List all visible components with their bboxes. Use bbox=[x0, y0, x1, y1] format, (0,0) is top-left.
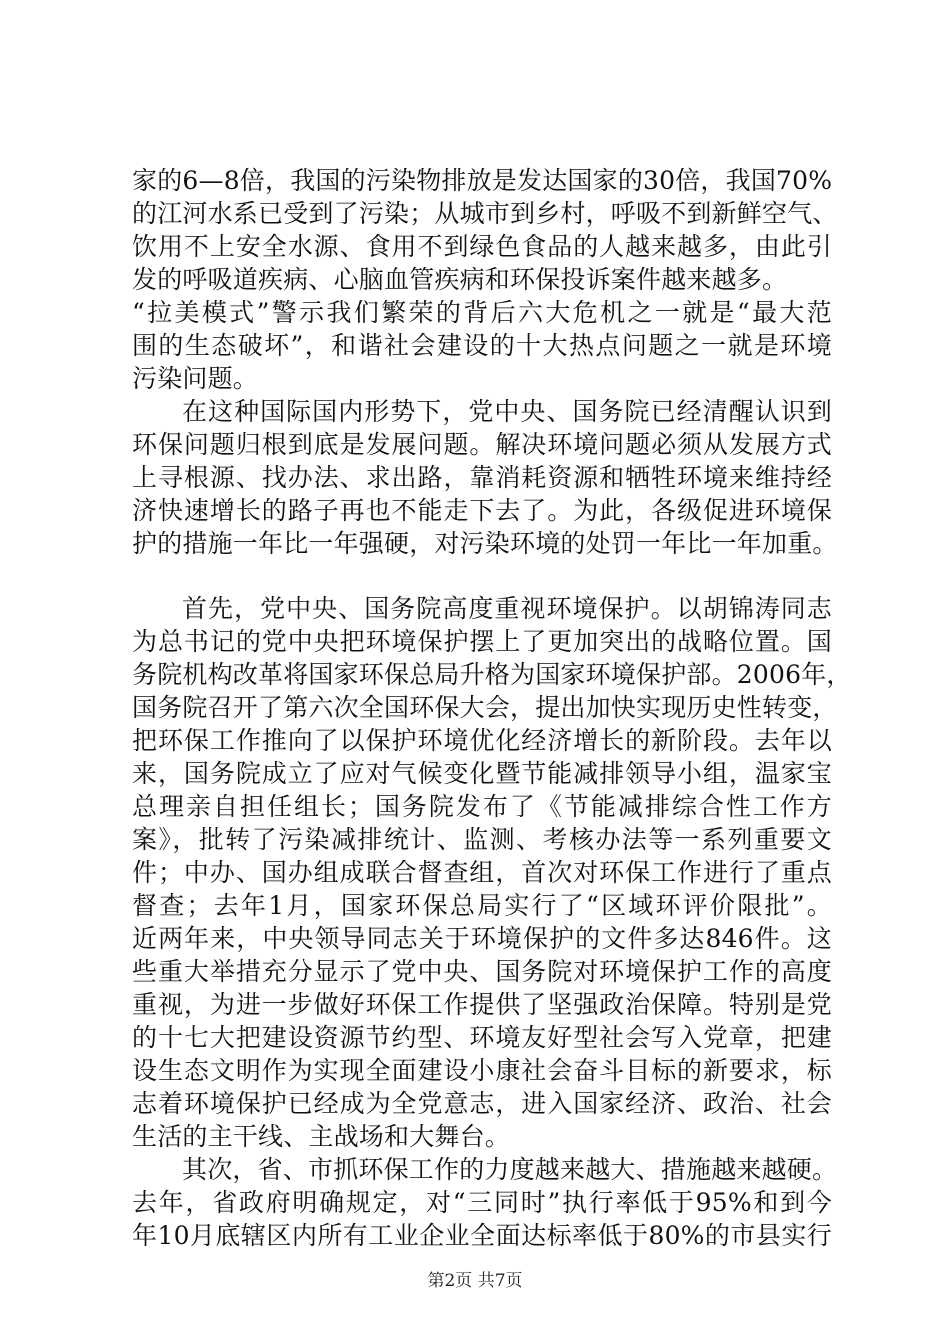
text-line: 首先，党中央、国务院高度重视环境保护。以胡锦涛同志 bbox=[182, 594, 832, 623]
text-line: 志着环境保护已经成为全党意志，进入国家经济、政治、社会 bbox=[132, 1089, 832, 1118]
text-line: 督查；去年1月，国家环保总局实行了“区域环评价限批”。 bbox=[132, 891, 832, 920]
text-line: 的十七大把建设资源节约型、环境友好型社会写入党章，把建 bbox=[132, 1023, 832, 1052]
document-body bbox=[132, 164, 852, 1252]
text-line: 污染问题。 bbox=[132, 364, 259, 393]
paragraph-1 bbox=[132, 164, 838, 395]
text-line: 重视，为进一步做好环保工作提供了坚强政治保障。特别是党 bbox=[132, 990, 832, 1019]
text-line: 在这种国际国内形势下，党中央、国务院已经清醒认识到 bbox=[182, 397, 832, 426]
text-line: 年10月底辖区内所有工业企业全面达标率低于80%的市县实行 bbox=[132, 1221, 832, 1250]
text-line: 件；中办、国办组成联合督查组，首次对环保工作进行了重点 bbox=[132, 858, 832, 887]
page-footer bbox=[0, 1270, 950, 1292]
text-line: 饮用不上安全水源、食用不到绿色食品的人越来越多，由此引 bbox=[132, 232, 832, 261]
text-line: 总理亲自担任组长；国务院发布了《节能减排综合性工作方 bbox=[132, 792, 832, 821]
text-line: 发的呼吸道疾病、心脑血管疾病和环保投诉案件越来越多。 bbox=[132, 265, 788, 294]
text-line: 围的生态破坏”，和谐社会建设的十大热点问题之一就是环境 bbox=[132, 331, 832, 360]
text-line: 济快速增长的路子再也不能走下去了。为此，各级促进环境保 bbox=[132, 496, 832, 525]
text-line: 近两年来，中央领导同志关于环境保护的文件多达846件。这 bbox=[132, 924, 832, 953]
paragraph-3 bbox=[132, 592, 852, 1153]
text-line: 其次，省、市抓环保工作的力度越来越大、措施越来越硬。 bbox=[182, 1155, 838, 1184]
text-line: 设生态文明作为实现全面建设小康社会奋斗目标的新要求，标 bbox=[132, 1056, 832, 1085]
paragraph-4 bbox=[132, 1153, 838, 1252]
text-line: 国务院召开了第六次全国环保大会，提出加快实现历史性转变， bbox=[132, 693, 838, 722]
text-line: 去年，省政府明确规定，对“三同时”执行率低于95%和到今 bbox=[132, 1188, 832, 1217]
paragraph-spacer bbox=[132, 560, 832, 592]
text-line: 务院机构改革将国家环保总局升格为国家环境保护部。2006年， bbox=[132, 660, 852, 689]
text-line: 上寻根源、找办法、求出路，靠消耗资源和牺牲环境来维持经 bbox=[132, 463, 832, 492]
text-line: 案》，批转了污染减排统计、监测、考核办法等一系列重要文 bbox=[132, 825, 832, 854]
page-number: 第2页 共7页 bbox=[427, 1271, 523, 1291]
text-line: 家的6—8倍，我国的污染物排放是发达国家的30倍，我国70% bbox=[132, 166, 833, 195]
paragraph-2 bbox=[132, 395, 838, 560]
text-line: “拉美模式”警示我们繁荣的背后六大危机之一就是“最大范 bbox=[132, 298, 832, 327]
text-line: 来，国务院成立了应对气候变化暨节能减排领导小组，温家宝 bbox=[132, 759, 832, 788]
text-line: 生活的主干线、主战场和大舞台。 bbox=[132, 1122, 511, 1151]
text-line: 的江河水系已受到了污染；从城市到乡村，呼吸不到新鲜空气、 bbox=[132, 199, 838, 228]
text-line: 护的措施一年比一年强硬，对污染环境的处罚一年比一年加重。 bbox=[132, 529, 838, 558]
text-line: 为总书记的党中央把环境保护摆上了更加突出的战略位置。国 bbox=[132, 627, 832, 656]
text-line: 些重大举措充分显示了党中央、国务院对环境保护工作的高度 bbox=[132, 957, 832, 986]
text-line: 把环保工作推向了以保护环境优化经济增长的新阶段。去年以 bbox=[132, 726, 832, 755]
text-line: 环保问题归根到底是发展问题。解决环境问题必须从发展方式 bbox=[132, 430, 832, 459]
